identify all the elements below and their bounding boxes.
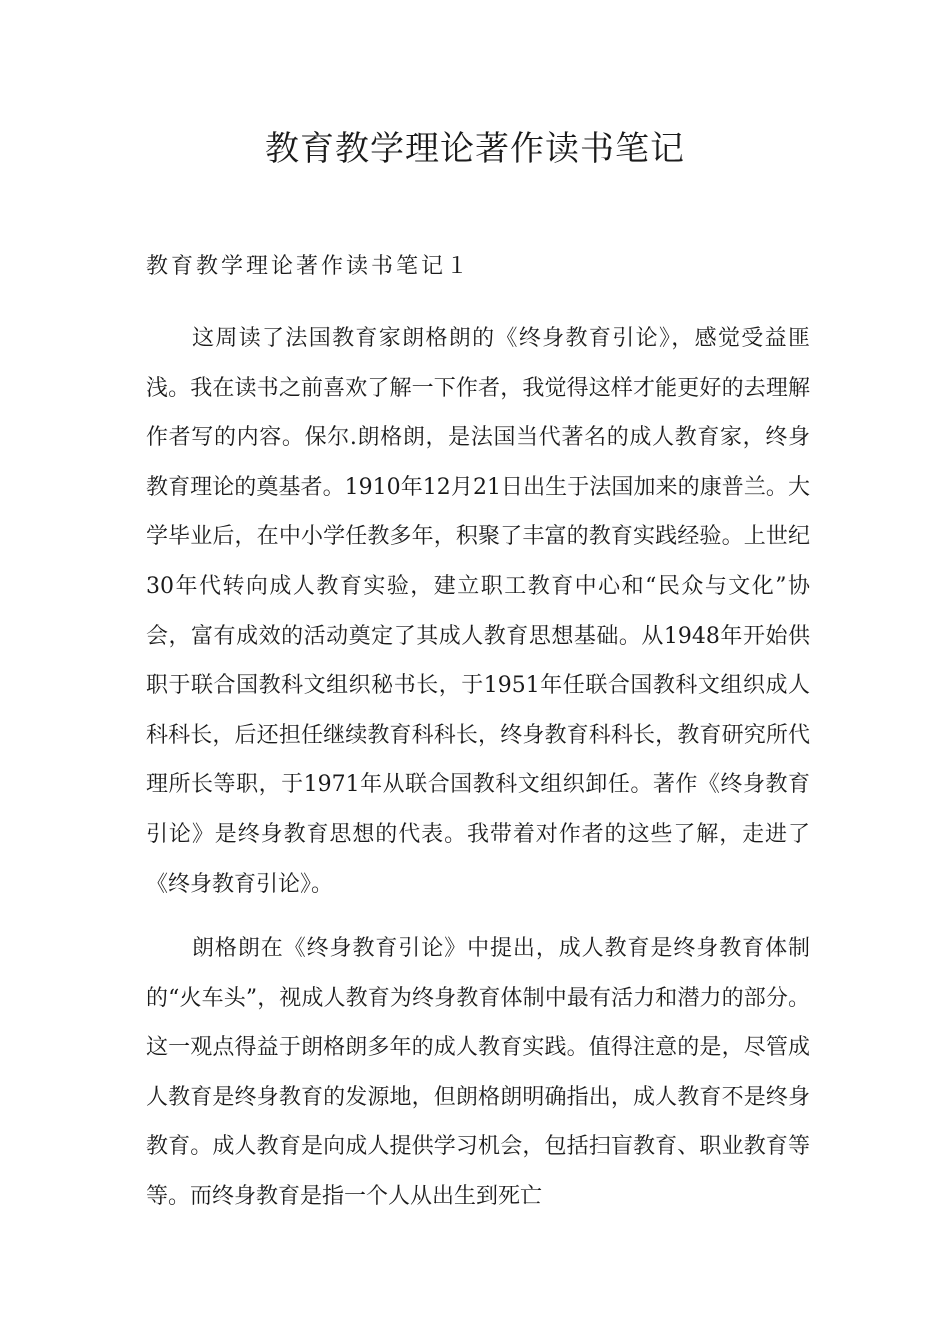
document-title: 教育教学理论著作读书笔记 (265, 129, 685, 169)
section-heading: 教育教学理论著作读书笔记１ (146, 254, 472, 279)
body-paragraph-1: 这周读了法国教育家朗格朗的《终身教育引论》，感觉受益匪浅。我在读书之前喜欢了解一下作者，我觉得这样才能更好的去理解作者写的内容。保尔.朗格朗，是法国当代著名的成人教育家，终身教育理论的奠基者。1910年12月21日出生于法国加来的康普兰。大学毕业后，在中小学任教多年，积聚了丰富的教育实践经验。上世纪30年代转向成人教育实验，建立职工教育中心和“民众与文化”协会，富有成效的活动奠定了其成人教育思想基础。从1948年开始供职于联合国教科文组织秘书长，于1951年任联合国教科文组织成人科科长，后还担任继续教育科科长，终身教育科科长，教育研究所代理所长等职，于1971年从联合国教科文组织卸任。著作《终身教育引论》是终身教育思想的代表。我带着对作者的这些了解，走进了《终身教育引论》。 (146, 326, 810, 897)
body-paragraph-2: 朗格朗在《终身教育引论》中提出，成人教育是终身教育体制的“火车头”，视成人教育为终身教育体制中最有活力和潜力的部分。这一观点得益于朗格朗多年的成人教育实践。值得注意的是，尽管成人教育是终身教育的发源地，但朗格朗明确指出，成人教育不是终身教育。成人教育是向成人提供学习机会，包括扫盲教育、职业教育等等。而终身教育是指一个人从出生到死亡 (146, 936, 810, 1209)
